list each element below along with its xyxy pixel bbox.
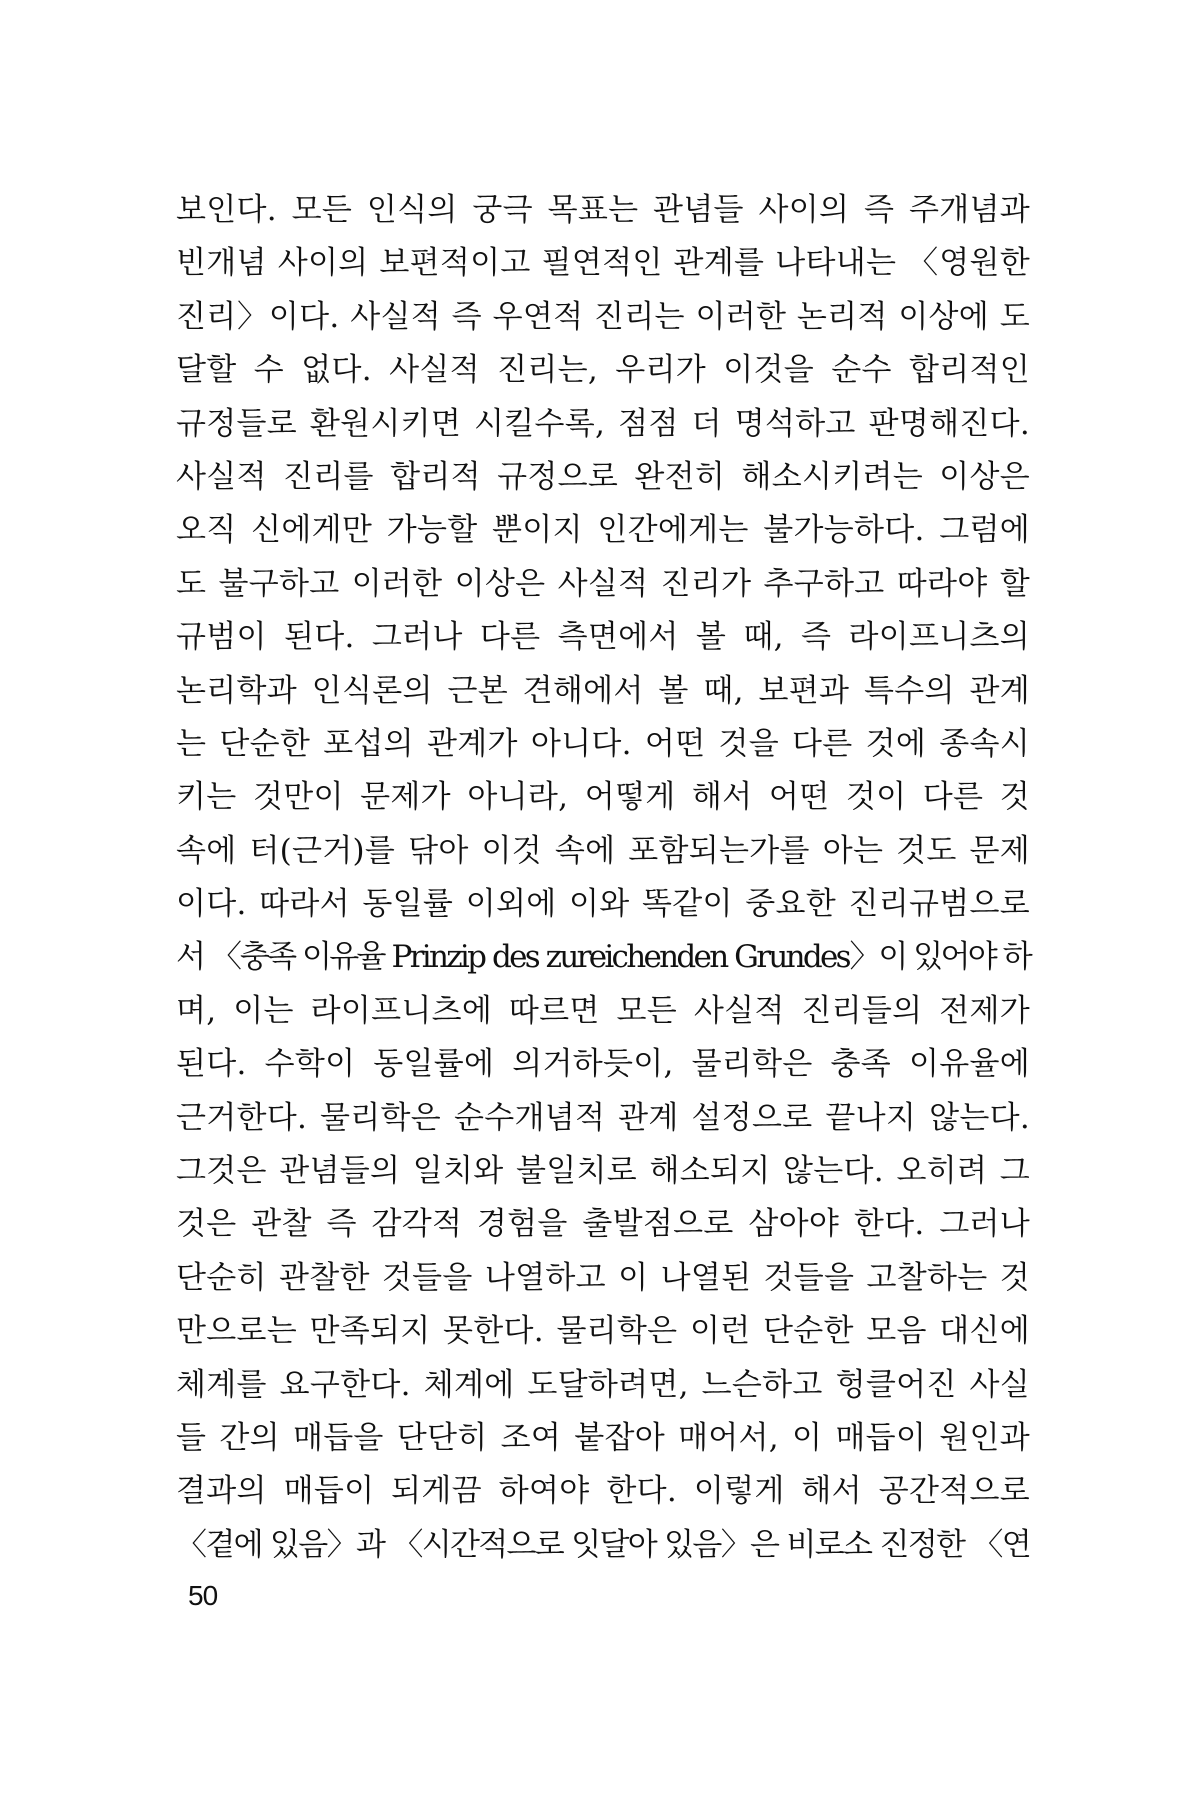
text-line: 된다. 수학이 동일률에 의거하듯이, 물리학은 충족 이유율에: [176, 1046, 1030, 1083]
text-line: 만으로는 만족되지 못한다. 물리학은 이런 단순한 모음 대신에: [176, 1313, 1030, 1350]
text-line: 그것은 관념들의 일치와 불일치로 해소되지 않는다. 오히려 그: [176, 1153, 1030, 1190]
text-line: 근거한다. 물리학은 순수개념적 관계 설정으로 끝나지 않는다.: [176, 1099, 1030, 1136]
text-line: 보인다. 모든 인식의 궁극 목표는 관념들 사이의 즉 주개념과: [176, 192, 1030, 228]
text-line: 규정들로 환원시키면 시킬수록, 점점 더 명석하고 판명해진다.: [176, 405, 1030, 442]
text-line: 도 불구하고 이러한 이상은 사실적 진리가 추구하고 따라야 할: [176, 565, 1030, 602]
page-number: 50: [188, 1580, 218, 1611]
text-line: 며, 이는 라이프니츠에 따르면 모든 사실적 진리들의 전제가: [176, 992, 1030, 1029]
text-line: 결과의 매듭이 되게끔 하여야 한다. 이렇게 해서 공간적으로: [176, 1473, 1030, 1510]
text-line: 달할 수 없다. 사실적 진리는, 우리가 이것을 순수 합리적인: [176, 352, 1030, 389]
text-line: 서 〈충족 이유율 Prinzip des zureichenden Grundes〉이 있어야 하: [176, 939, 1030, 976]
text-line: 키는 것만이 문제가 아니라, 어떻게 해서 어떤 것이 다른 것: [176, 779, 1030, 816]
body-text: [176, 184, 1030, 1572]
text-line: 빈개념 사이의 보편적이고 필연적인 관계를 나타내는 〈영원한: [176, 245, 1030, 282]
text-line: 속에 터(근거)를 닦아 이것 속에 포함되는가를 아는 것도 문제: [176, 832, 1030, 869]
text-line: 사실적 진리를 합리적 규정으로 완전히 해소시키려는 이상은: [176, 458, 1030, 495]
text-line: 논리학과 인식론의 근본 견해에서 볼 때, 보편과 특수의 관계: [176, 672, 1030, 709]
text-line: 〈곁에 있음〉과 〈시간적으로 잇달아 있음〉은 비로소 진정한 〈연: [176, 1526, 1030, 1563]
text-line: 오직 신에게만 가능할 뿐이지 인간에게는 불가능하다. 그럼에: [176, 512, 1030, 549]
text-line: 것은 관찰 즉 감각적 경험을 출발점으로 삼아야 한다. 그러나: [176, 1206, 1030, 1243]
text-line: 들 간의 매듭을 단단히 조여 붙잡아 매어서, 이 매듭이 원인과: [176, 1419, 1030, 1456]
text-line: 단순히 관찰한 것들을 나열하고 이 나열된 것들을 고찰하는 것: [176, 1259, 1030, 1296]
text-line: 체계를 요구한다. 체계에 도달하려면, 느슨하고 헝클어진 사실: [176, 1366, 1030, 1403]
text-line: 이다. 따라서 동일률 이외에 이와 똑같이 중요한 진리규범으로: [176, 886, 1030, 923]
text-line: 진리〉이다. 사실적 즉 우연적 진리는 이러한 논리적 이상에 도: [176, 298, 1030, 335]
text-line: 규범이 된다. 그러나 다른 측면에서 볼 때, 즉 라이프니츠의: [176, 619, 1030, 656]
text-line: 는 단순한 포섭의 관계가 아니다. 어떤 것을 다른 것에 종속시: [176, 725, 1030, 762]
